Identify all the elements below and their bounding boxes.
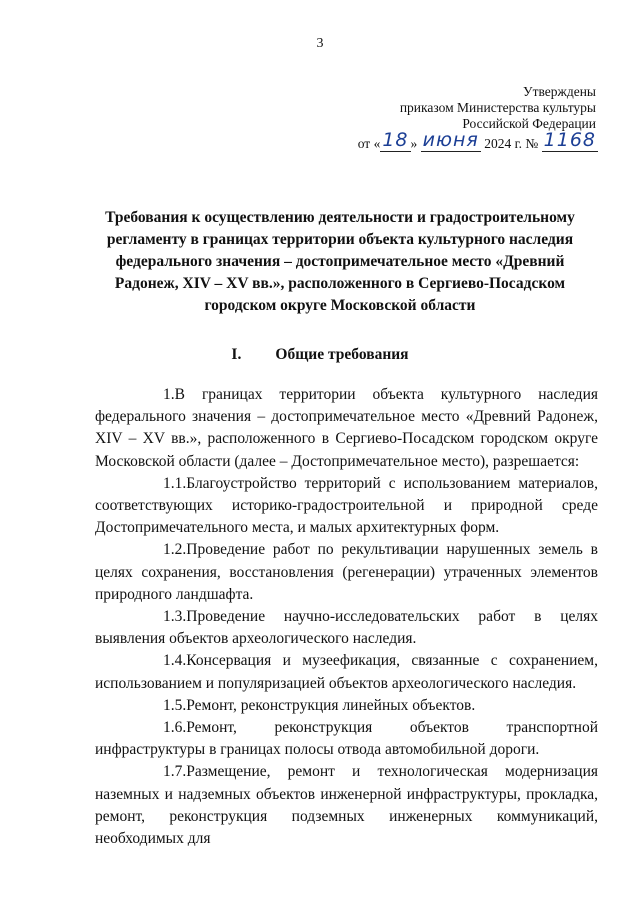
paragraph-number: 1. — [163, 386, 175, 403]
paragraph-text: Консервация и музеефикация, связанные с сохранением, использованием и популяризацией объектов археологического наследия. — [95, 652, 598, 692]
section-title: Общие требования — [275, 346, 409, 363]
paragraph-number: 1.3. — [163, 608, 187, 626]
paragraph-number: 1.5. — [163, 696, 187, 714]
paragraph-text: Размещение, ремонт и технологическая модернизация наземных и надземных объектов инженерной инфраструктуры, прокладка, ремонт, реконструкция подземных инженерных коммуникаций, необходимых для — [95, 763, 598, 848]
paragraph-number: 1.7. — [163, 763, 187, 781]
paragraph-text: Ремонт, реконструкция объектов транспортной инфраструктуры в границах полосы отвода автомобильной дороги. — [95, 719, 598, 759]
order-quote-close: » — [410, 136, 418, 151]
paragraph-number: 1.2. — [163, 541, 187, 559]
paragraph-text: Ремонт, реконструкция линейных объектов. — [186, 696, 476, 714]
order-number-handwritten: 1168 — [543, 129, 596, 151]
document-title: Требования к осуществлению деятельности и градостроительному регламенту в границах территории объекта культурного наследия федерального значения – достопримечательное место «Древний Радонеж, XIV – XV вв.», расположенного в Сергиево-Посадском городском округе Московской области — [105, 209, 575, 314]
order-month-field — [421, 129, 481, 152]
order-month-handwritten: июня — [422, 129, 479, 151]
approval-block — [400, 84, 596, 132]
paragraph — [95, 650, 598, 694]
paragraph-text: Проведение работ по рекультивации нарушенных земель в целях сохранения, восстановления (регенерации) утраченных элементов природного ландшафта. — [95, 541, 598, 603]
paragraph — [95, 717, 598, 761]
order-number-field — [542, 129, 598, 152]
approval-line: Российской Федерации — [462, 116, 596, 131]
paragraph — [95, 539, 598, 606]
paragraph-text: В границах территории объекта культурного наследия федерального значения – достопримечательное место «Древний Радонеж, XIV – XV вв.», расположенного в Сергиево-Посадском городском округе Московской области (далее – Достопримечательное место), разрешается: — [95, 386, 598, 470]
section-heading — [0, 346, 640, 364]
paragraph-number: 1.1. — [163, 474, 187, 492]
document-body — [95, 384, 598, 850]
order-date-number — [357, 129, 598, 154]
paragraph-number: 1.6. — [163, 719, 187, 737]
paragraph — [95, 761, 598, 850]
paragraph-text: Проведение научно-исследовательских работ в целях выявления объектов археологического наследия. — [95, 608, 598, 648]
page-number: 3 — [316, 36, 324, 51]
paragraph — [95, 473, 598, 540]
approval-line: приказом Министерства культуры — [399, 100, 596, 115]
order-day-field — [380, 129, 410, 152]
paragraph — [95, 606, 598, 650]
order-prefix: от « — [357, 136, 381, 151]
paragraph — [95, 384, 598, 473]
paragraph-number: 1.4. — [163, 652, 187, 670]
order-year-text: 2024 г. № — [484, 136, 539, 151]
approval-line: Утверждены — [523, 84, 596, 99]
paragraph — [95, 695, 598, 717]
order-day-handwritten: 18 — [382, 129, 409, 151]
section-numeral: I. — [231, 346, 242, 363]
paragraph-text: Благоустройство территорий с использованием материалов, соответствующих историко-градостроительной и природной среде Достопримечательного места, и малых архитектурных форм. — [95, 474, 598, 537]
